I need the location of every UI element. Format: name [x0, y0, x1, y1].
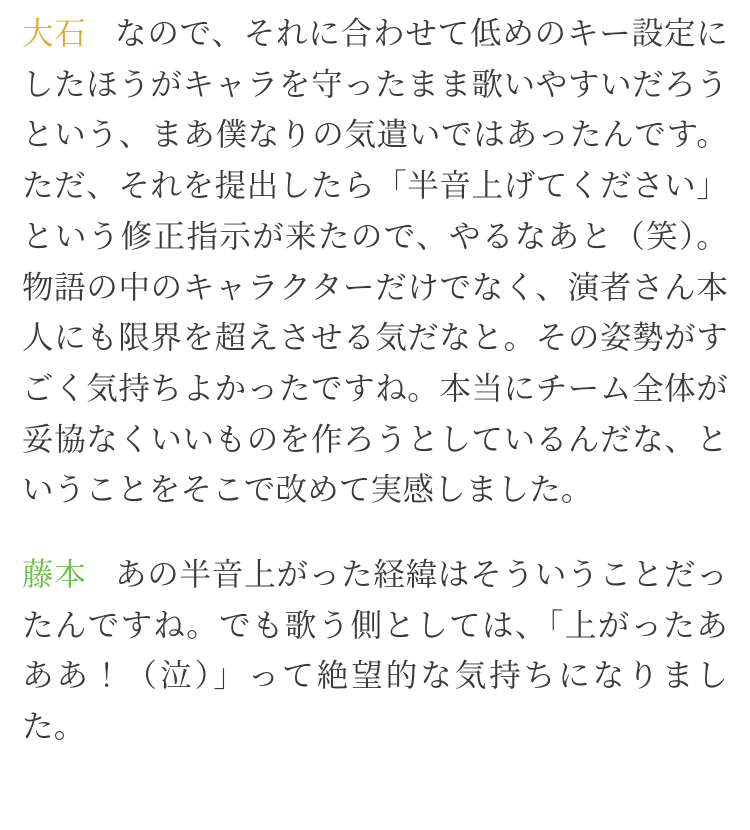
paragraph-text: あの半音上がった経緯はそういうことだったんですね。でも歌う側としては、「上がったあああ！（泣）」って絶望的な気持ちになりました。: [22, 556, 728, 745]
paragraph: [22, 549, 728, 752]
paragraph: [22, 8, 728, 515]
qa-block-fujimoto: [22, 549, 728, 752]
speaker-name-oishi: 大石: [22, 15, 87, 51]
qa-block-oishi: [22, 8, 728, 515]
paragraph-text: なので、それに合わせて低めのキー設定にしたほうがキャラを守ったまま歌いやすいだろうという、まあ僕なりの気遣いではあったんです。ただ、それを提出したら「半音上げてください」という修正指示が来たので、やるなあと（笑）。物語の中のキャラクターだけでなく、演者さん本人にも限界を超えさせる気だなと。その姿勢がすごく気持ちよかったですね。本当にチーム全体が妥協なくいいものを作ろうとしているんだな、ということをそこで改めて実感しました。: [22, 15, 728, 508]
speaker-name-fujimoto: 藤本: [22, 556, 87, 593]
